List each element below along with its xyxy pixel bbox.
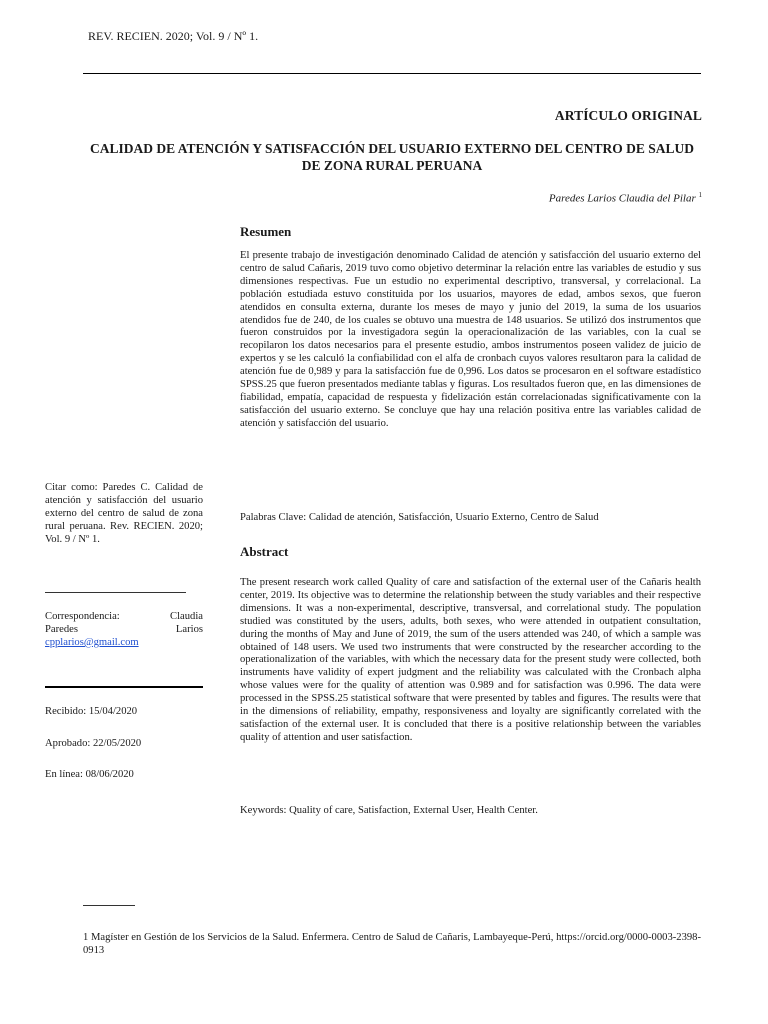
resumen-keywords: Palabras Clave: Calidad de atención, Satisfacción, Usuario Externo, Centro de Salud [240, 512, 599, 523]
abstract-heading: Abstract [240, 544, 289, 559]
header-divider [83, 73, 701, 74]
received-date: Recibido: 15/04/2020 [45, 706, 138, 717]
correspondence-block [45, 611, 203, 650]
article-type: ARTÍCULO ORIGINAL [554, 108, 702, 123]
correspondence-email-link[interactable]: cpplarios@gmail.com [45, 636, 139, 648]
journal-reference: REV. RECIEN. 2020; Vol. 9 / Nº 1. [88, 29, 259, 43]
correspondence-first-name: Claudia [170, 611, 203, 622]
author-footnote: 1 Magíster en Gestión de los Servicios de la Salud. Enfermera. Centro de Salud de Cañaris, Lambayeque-Perú, https://orcid.org/0000-0003-2398-0913 [83, 932, 701, 956]
footnote-divider [83, 905, 135, 906]
author-name: Paredes Larios Claudia del Pilar [548, 192, 696, 205]
sidebar-thick-divider [45, 686, 203, 688]
author-footnote-marker: 1 [698, 191, 702, 199]
approved-date: Aprobado: 22/05/2020 [45, 738, 142, 749]
correspondence-row-2 [45, 624, 203, 637]
correspondence-row-1 [45, 611, 203, 624]
correspondence-surname-1: Paredes [45, 623, 78, 635]
abstract-text: The present research work called Quality of care and satisfaction of the external user of the Cañaris health center, 2019. Its objective was to determine the relationship between the study variables and their respective dimensions. It was a non-experimental, descriptive, transversal, and correlational study. The population studied was constituted by the users, adults, both sexes, who were attended in outpatient consultation, during the months of May and June of 2019, the sum of the users attended was 240, of which a sample was obtained of 148 users. We used two instruments that were constructed by the researcher according to the operationalization of the variables, with which the necessary data for the present study were collected, both instruments have validity of expert judgment and the reliability was calculated with the Cronbach alpha whose values were for the quality of attention was 0.989 and for satisfaction was 0.996. The data were processed in the SPSS.25 statistical software that were presented by tables and figures. The results were that in the dimensions of reliability, empathy, responsiveness and loyalty are significantly correlated with the satisfaction of the external user. It is concluded that there is a positive relationship between the variables quality of attention and user satisfaction. [240, 577, 701, 743]
author-line [549, 191, 702, 205]
correspondence-surname-2: Larios [175, 623, 203, 635]
correspondence-label: Correspondencia: [45, 611, 120, 622]
citation-note: Citar como: Paredes C. Calidad de atención y satisfacción del usuario externo del centro de salud de zona rural peruana. Rev. RECIEN. 2020; Vol. 9 / Nº 1. [45, 482, 203, 545]
online-date: En línea: 08/06/2020 [45, 769, 134, 780]
sidebar-divider [45, 592, 186, 593]
article-title: CALIDAD DE ATENCIÓN Y SATISFACCIÓN DEL USUARIO EXTERNO DEL CENTRO DE SALUD DE ZONA RURAL PERUANA [90, 141, 694, 173]
resumen-text: El presente trabajo de investigación denominado Calidad de atención y satisfacción del usuario externo del centro de salud Cañaris, 2019 tuvo como objetivo determinar la relación entre las variables de estudio y sus dimensiones respectivas. Fue un estudio no experimental descriptivo, transversal, y correlacional. La población estudiada estuvo constituida por los usuarios, mayores de edad, ambos sexos, que fueron atendidos en consulta externa, durante los meses de mayo y junio del 2019, la suma de los usuarios atendidos fue de 240, de los cuales se obtuvo una muestra de 148 usuarios. Se utilizó dos instrumentos que fueron construidos por la investigadora según la operacionalización de las variables, con la cual se recopilaron los datos necesarios para el presente estudio, ambos instrumentos poseen validez de juicio de expertos y se les calculó la confiabilidad con el alfa de cronbach cuyos valores resultaron para la calidad de atención fue de 0,989 y para la satisfacción fue de 0,996. Los datos se procesaron en el software estadístico SPSS.25 que fueron presentados mediante tablas y figuras. Los resultados fueron que, en las dimensiones de fiabilidad, empatía, capacidad de respuesta y fidelización están correlacionadas significativamente con la satisfacción del usuario externo. Se concluye que hay una relación positiva entre las variables calidad de atención y satisfacción del usuario. [240, 250, 701, 429]
abstract-keywords: Keywords: Quality of care, Satisfaction, External User, Health Center. [240, 805, 538, 816]
resumen-heading: Resumen [240, 224, 292, 239]
